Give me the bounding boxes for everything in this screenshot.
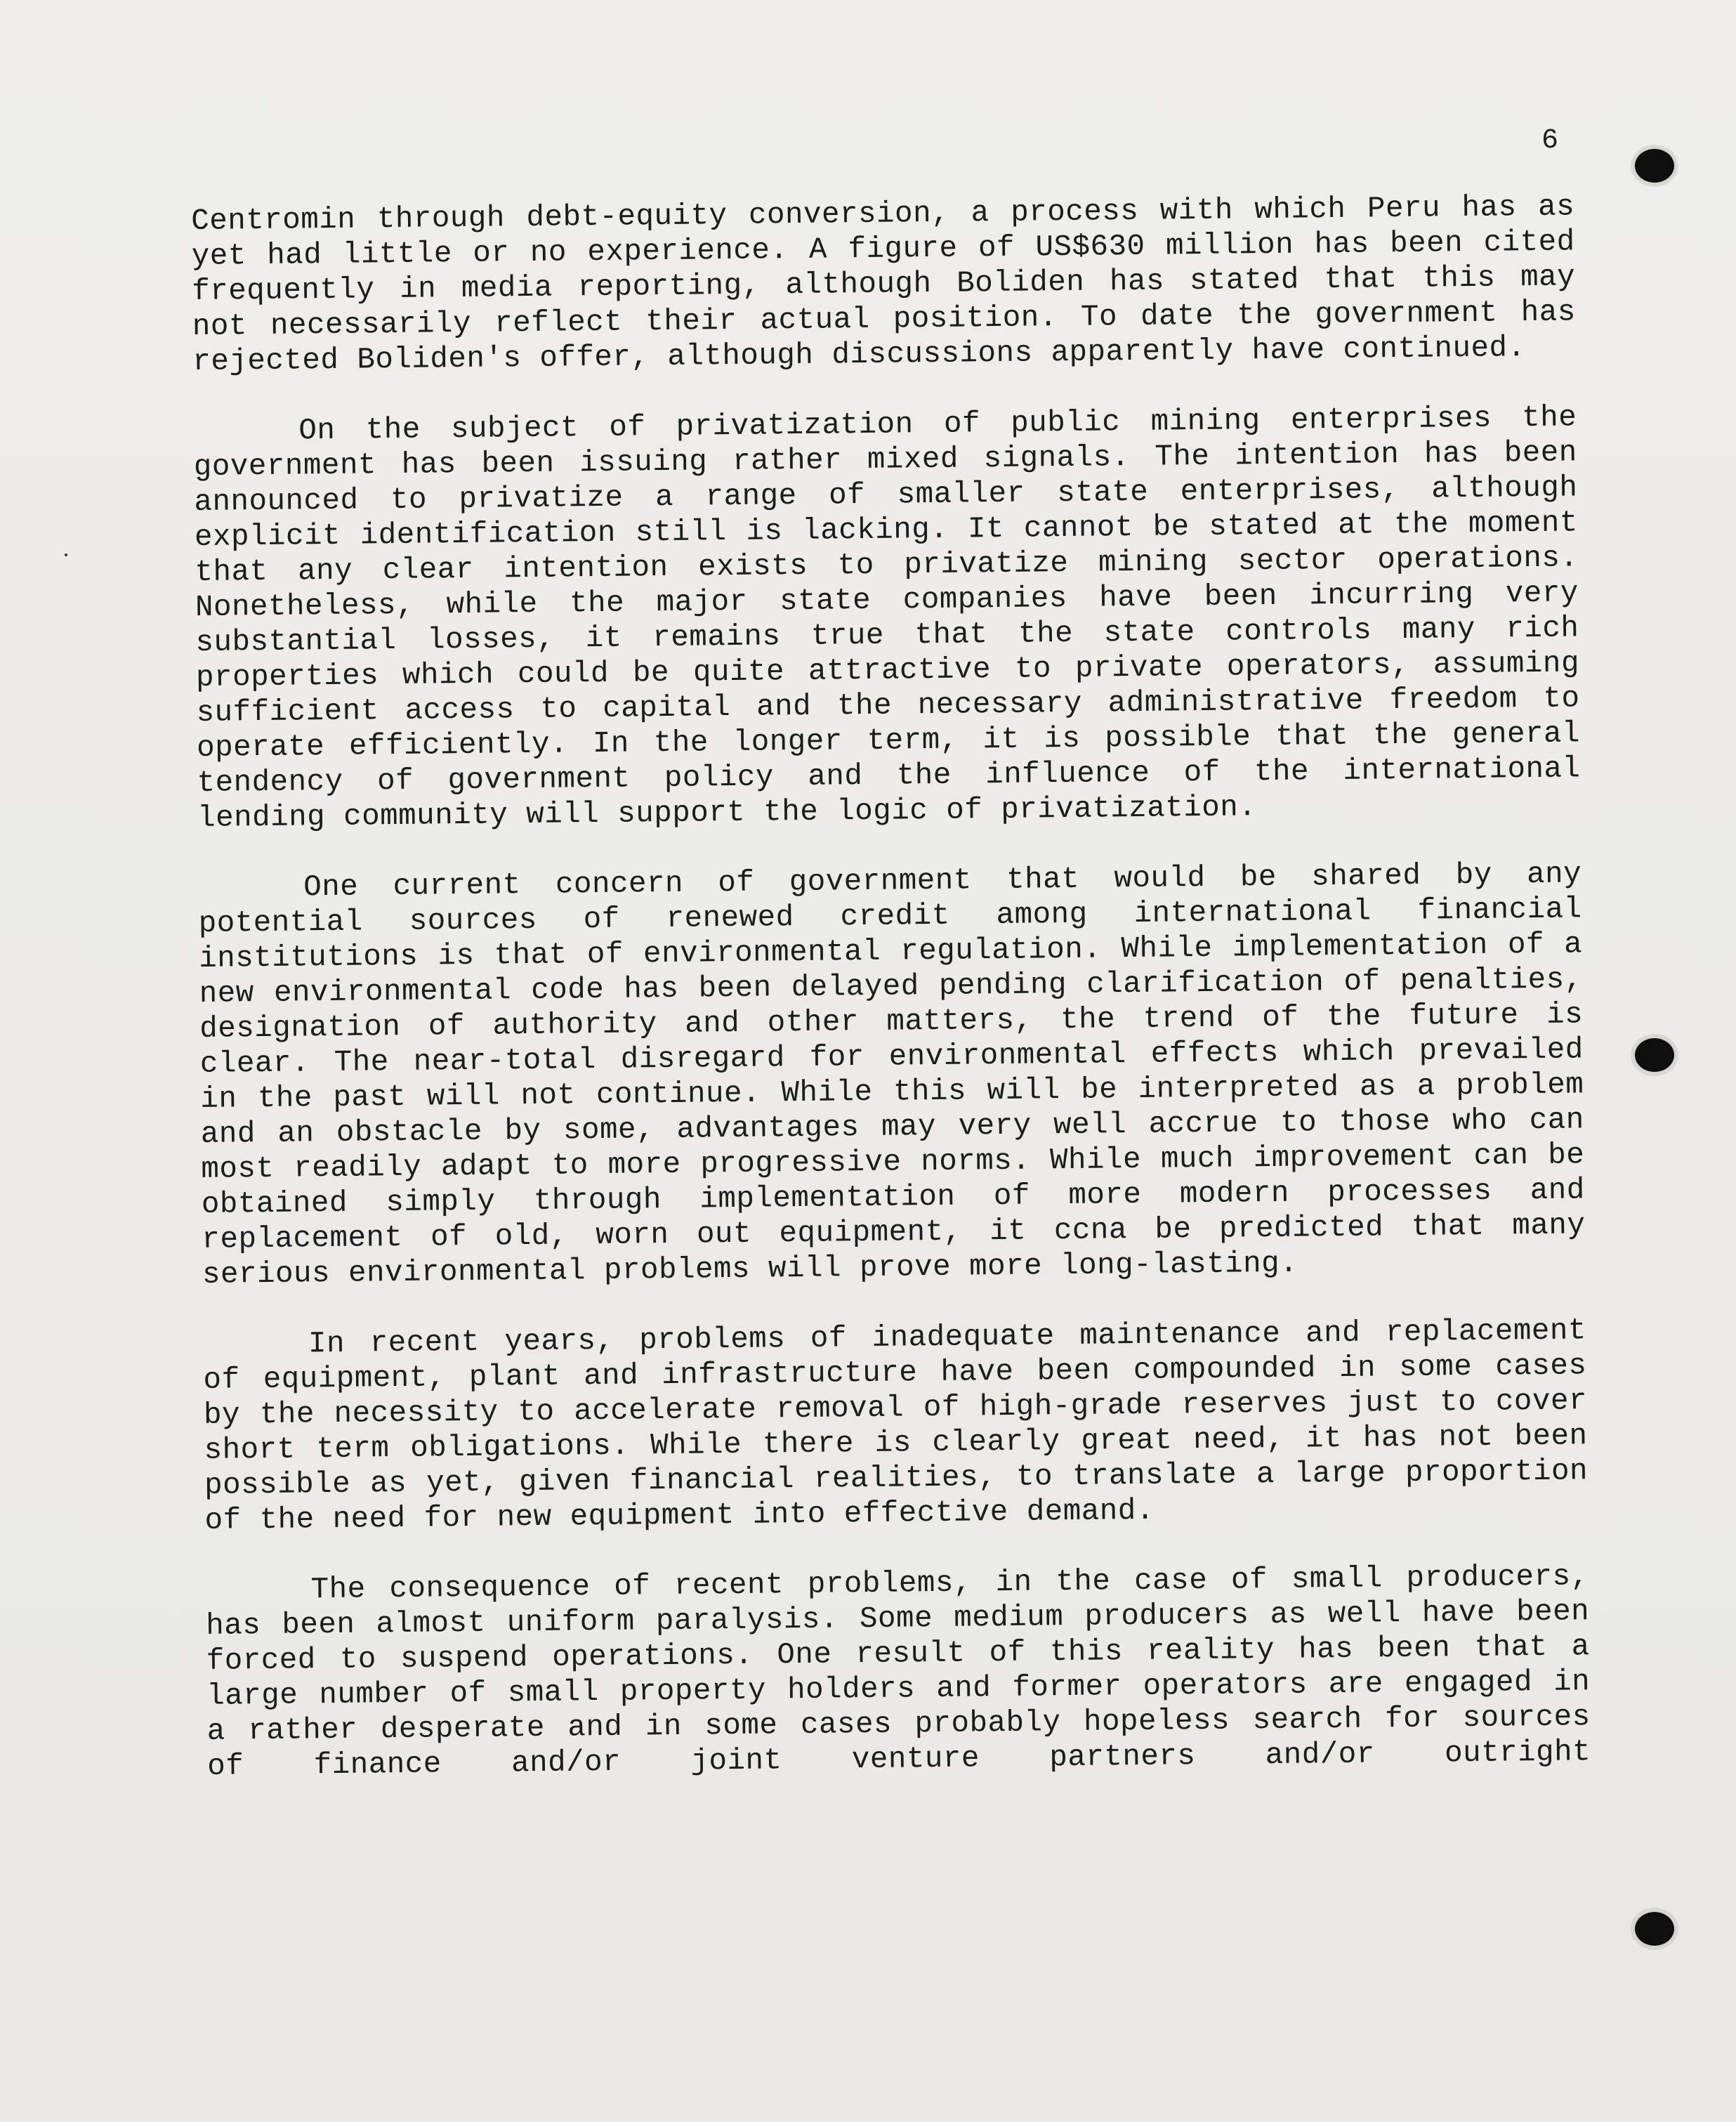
paragraph-2: On the subject of privatization of public mining enterprises the government has been issuing rather mixed signals. The intention has been announced to privatize a range of smaller state enterprises, although explicit identification still is lacking. It cannot be stated at the moment that any clear intention exists to privatize mining sector operations. Nonetheless, while the major state companies have been incurring very substantial losses, it remains true that the state controls many rich properties which could be quite attractive to private operators, assuming sufficient access to capital and the necessary administrative freedom to operate efficiently. In the longer term, it is possible that the general tendency of government policy and the influence of the international lending community will support the logic of privatization.	[193, 400, 1581, 835]
binder-hole-top	[1635, 149, 1674, 183]
binder-hole-bottom	[1635, 1912, 1674, 1946]
paragraph-3: One current concern of government that would be shared by any potential sources of renewed credit among international financial institutions is that of environmental regulation. While implementation of a new environmental code has been delayed pending clarification of penalties, designation of authority and other matters, the trend of the future is clear. The near-total disregard for environmental effects which prevailed in the past will not continue. While this will be interpreted as a problem and an obstacle by some, advantages may very well accrue to those who can most readily adapt to more progressive norms. While much improvement can be obtained simply through implementation of more modern processes and replacement of old, worn out equipment, it ccna be predicted that many serious environmental problems will prove more long-lasting.	[198, 857, 1586, 1292]
page-number: 6	[1541, 125, 1559, 157]
paragraph-1: Centromin through debt-equity conversion, a process with which Peru has as yet had little or no experience. A figure of US$630 million has been cited frequently in media reporting, although Boliden has stated that this may not necessarily reflect their actual position. To date the government has rejected Boliden's offer, although discussions apparently have continued.	[191, 190, 1576, 379]
binder-hole-middle	[1635, 1038, 1674, 1072]
paragraph-4: In recent years, problems of inadequate maintenance and replacement of equipment, plant and infrastructure have been compounded in some cases by the necessity to accelerate removal of high-grade reserves just to cover short term obligations. While there is clearly great need, it has not been possible as yet, given financial realities, to translate a large proportion of the need for new equipment into effective demand.	[203, 1314, 1589, 1538]
paragraph-5: The consequence of recent problems, in the case of small producers, has been almost uniform paralysis. Some medium producers as well have been forced to suspend operations. One result of this reality has been that a large number of small property holders and former operators are engaged in a rather desperate and in some cases probably hopeless search for sources of finance and/or joint venture partners and/or outright	[205, 1559, 1591, 1783]
paper-speck	[65, 554, 67, 556]
body-text	[191, 189, 1591, 1784]
